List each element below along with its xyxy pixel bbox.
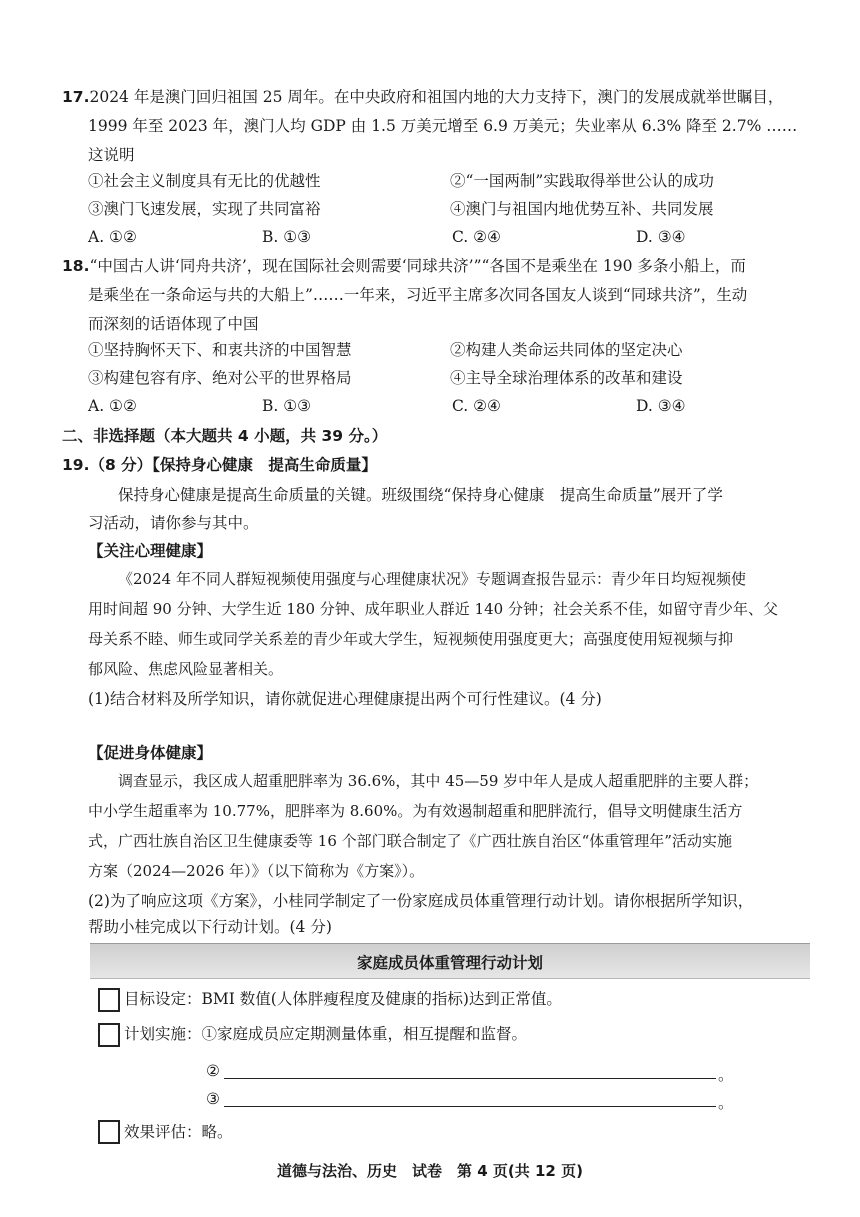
plan-title: 家庭成员体重管理行动计划 <box>356 954 543 972</box>
q18-line3: 而深刻的话语体现了中国 <box>88 315 259 333</box>
answer-blank-3[interactable] <box>224 1106 716 1107</box>
q19-sub1-para-2: 用时间超 90 分钟、大学生近 180 分钟、成年职业人群近 140 分钟；社会关系不佳，如留守青少年、父 <box>88 600 778 618</box>
q19-sub2-question-1: (2)为了响应这项《方案》，小桂同学制定了一份家庭成员体重管理行动计划。请你根据所学知识， <box>88 892 754 910</box>
q18-number: 18. <box>62 257 90 275</box>
q17-choice-c: C. ②④ <box>452 228 501 246</box>
q17-option-1: ①社会主义制度具有无比的优越性 <box>88 172 321 190</box>
q17-choice-b: B. ①③ <box>262 228 312 246</box>
goal-checkbox[interactable] <box>98 988 120 1012</box>
plan-evaluate: 效果评估：略。 <box>124 1123 233 1141</box>
q17-option-2: ②“一国两制”实践取得举世公认的成功 <box>450 172 714 190</box>
q19-sub2-title: 【促进身体健康】 <box>88 744 213 762</box>
q18-option-2: ②构建人类命运共同体的坚定决心 <box>450 341 683 359</box>
q18-choice-a: A. ①② <box>88 397 137 415</box>
plan-goal: 目标设定：BMI 数值(人体胖瘦程度及健康的指标)达到正常值。 <box>124 990 562 1008</box>
q17-line1: 17.2024 年是澳门回归祖国 25 周年。在中央政府和祖国内地的大力支持下，澳门的发展成就举世瞩目， <box>62 88 784 106</box>
q18-line1: 18.“中国古人讲‘同舟共济’，现在国际社会则需要‘同球共济’”“各国不是乘坐在 190 多条小船上，而 <box>62 257 746 275</box>
q19-sub1-para-4: 郁风险、焦虑风险显著相关。 <box>88 660 284 678</box>
q18-line2: 是乘坐在一条命运与共的大船上”……一年来，习近平主席多次同各国友人谈到“同球共济”，生动 <box>88 286 748 304</box>
q19-sub1-question: (1)结合材料及所学知识，请你就促进心理健康提出两个可行性建议。(4 分) <box>88 690 602 708</box>
q19-number: 19. <box>62 456 90 474</box>
q17-choice-d: D. ③④ <box>636 228 686 246</box>
evaluate-checkbox[interactable] <box>98 1120 120 1144</box>
q19-sub2-para-2: 中小学生超重率为 10.77%，肥胖率为 8.60%。为有效遏制超重和肥胖流行，倡导文明健康生活方 <box>88 802 743 820</box>
q17-line3: 这说明 <box>88 146 135 164</box>
q19-sub2-para-4: 方案（2024—2026 年）》（以下简称为《方案》）。 <box>88 862 425 880</box>
q19-sub1-title: 【关注心理健康】 <box>88 542 213 560</box>
q18-option-4: ④主导全球治理体系的改革和建设 <box>450 369 683 387</box>
q19-intro-2: 习活动，请你参与其中。 <box>88 514 259 532</box>
blank-3-period: 。 <box>718 1094 734 1112</box>
q17-choice-a: A. ①② <box>88 228 137 246</box>
blank-2-label: ② <box>206 1062 220 1080</box>
q17-number: 17. <box>62 88 90 106</box>
plan-implement: 计划实施：①家庭成员应定期测量体重，相互提醒和监督。 <box>124 1025 528 1043</box>
q18-choice-c: C. ②④ <box>452 397 501 415</box>
q19-sub1-para-1: 《2024 年不同人群短视频使用强度与心理健康状况》专题调查报告显示：青少年日均短视频使 <box>118 570 746 588</box>
q18-choice-d: D. ③④ <box>636 397 686 415</box>
blank-3-label: ③ <box>206 1090 220 1108</box>
q17-line2: 1999 年至 2023 年，澳门人均 GDP 由 1.5 万美元增至 6.9 万美元；失业率从 6.3% 降至 2.7% …… <box>88 117 798 135</box>
implement-checkbox[interactable] <box>98 1023 120 1047</box>
q19-title-line <box>62 454 377 476</box>
blank-2-period: 。 <box>718 1066 734 1084</box>
section-heading: 二、非选择题（本大题共 4 小题，共 39 分。） <box>62 427 388 445</box>
plan-header <box>90 943 810 979</box>
q17-option-4: ④澳门与祖国内地优势互补、共同发展 <box>450 200 714 218</box>
q19-sub1-para-3: 母关系不睦、师生或同学关系差的青少年或大学生，短视频使用强度更大；高强度使用短视频与抑 <box>88 630 734 648</box>
page-footer: 道德与法治、历史 试卷 第 4 页(共 12 页) <box>277 1162 583 1180</box>
q18-option-1: ①坚持胸怀天下、和衷共济的中国智慧 <box>88 341 352 359</box>
q19-intro-1: 保持身心健康是提高生命质量的关键。班级围绕“保持身心健康 提高生命质量”展开了学 <box>118 486 723 504</box>
q18-option-3: ③构建包容有序、绝对公平的世界格局 <box>88 369 352 387</box>
q19-sub2-para-1: 调查显示，我区成人超重肥胖率为 36.6%，其中 45—59 岁中年人是成人超重肥胖的主要人群； <box>118 772 759 790</box>
answer-blank-2[interactable] <box>224 1078 716 1079</box>
q19-sub2-question-2: 帮助小桂完成以下行动计划。(4 分) <box>88 918 332 936</box>
q18-choice-b: B. ①③ <box>262 397 312 415</box>
q19-title: （8 分）【保持身心健康 提高生命质量】 <box>89 456 377 474</box>
q17-option-3: ③澳门飞速发展，实现了共同富裕 <box>88 200 321 218</box>
q19-sub2-para-3: 式，广西壮族自治区卫生健康委等 16 个部门联合制定了《广西壮族自治区“体重管理年”活动实施 <box>88 832 732 850</box>
